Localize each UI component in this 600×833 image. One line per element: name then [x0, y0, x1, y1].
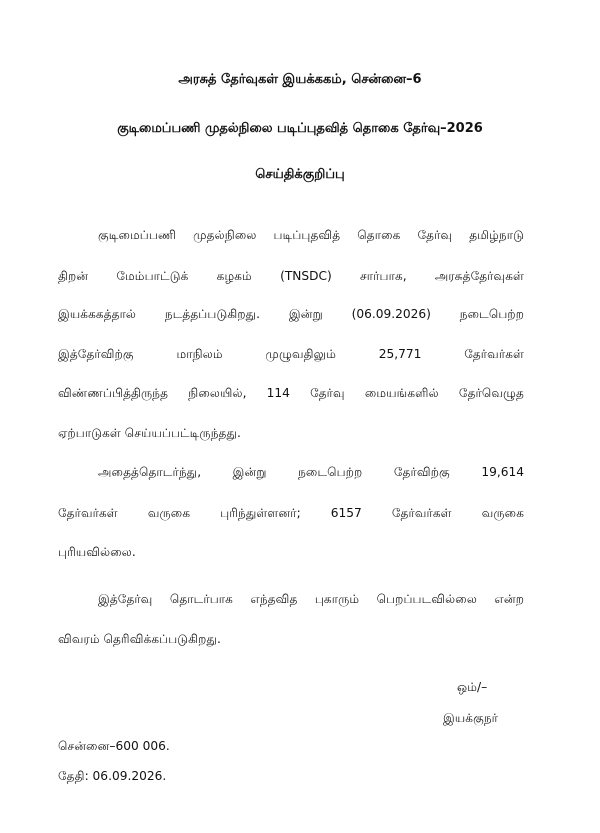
paragraph-1-line: குடிமைப்பணி முதல்நிலை படிப்புதவித் தொகை தேர்வு தமிழ்நாடு: [98, 228, 524, 242]
signatory-designation: இயக்குநர்: [443, 711, 499, 725]
signature-mark: ஒம்/–: [457, 680, 488, 694]
paragraph-2-line: அதைத்தொடர்ந்து, இன்று நடைபெற்ற தேர்விற்கு 19,614: [98, 465, 524, 479]
date-line: தேதி: 06.09.2026.: [58, 769, 167, 783]
paragraph-1-line: இத்தேர்விற்கு மாநிலம் முழுவதிலும் 25,771 தேர்வர்கள்: [58, 347, 524, 361]
exam-title: குடிமைப்பணி முதல்நிலை படிப்புதவித் தொகை தேர்வு–2026: [117, 121, 483, 136]
paragraph-1-line: இயக்ககத்தால் நடத்தப்படுகிறது. இன்று (06.09.2026) நடைபெற்ற: [58, 307, 524, 321]
paragraph-3-line: விவரம் தெரிவிக்கப்படுகிறது.: [58, 632, 221, 646]
paragraph-2-line: தேர்வர்கள் வருகை புரிந்துள்ளனர்; 6157 தேர்வர்கள் வருகை: [58, 506, 524, 520]
paragraph-1-line: விண்ணப்பித்திருந்த நிலையில், 114 தேர்வு மையங்களில் தேர்வெழுத: [58, 386, 524, 400]
paragraph-1-line: ஏற்பாடுகள் செய்யப்பட்டிருந்தது.: [58, 426, 241, 440]
place-line: சென்னை–600 006.: [58, 739, 170, 753]
paragraph-2-line: புரியவில்லை.: [58, 545, 136, 559]
document-type-heading: செய்திக்குறிப்பு: [255, 167, 345, 182]
paragraph-3-line: இத்தேர்வு தொடர்பாக எந்தவித புகாரும் பெறப்படவில்லை என்ற: [98, 592, 524, 606]
paragraph-1-line: திறன் மேம்பாட்டுக் கழகம் (TNSDC) சார்பாக, அரசுத்தேர்வுகள்: [58, 269, 524, 283]
office-heading: அரசுத் தேர்வுகள் இயக்ககம், சென்னை–6: [178, 72, 422, 87]
